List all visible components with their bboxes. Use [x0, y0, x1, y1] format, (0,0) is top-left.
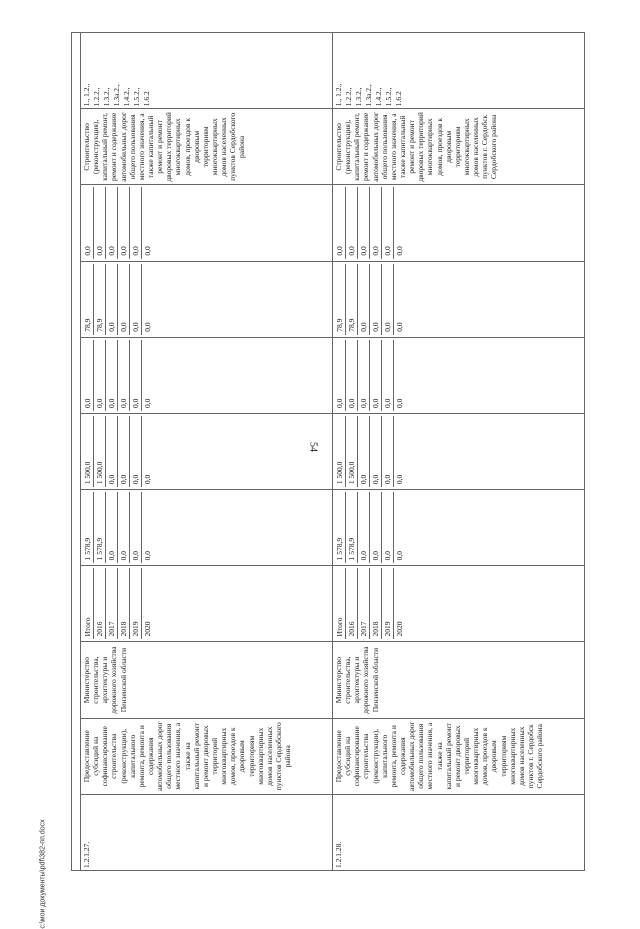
value-cell: 0,0 — [334, 187, 346, 258]
budget-column-3 — [333, 261, 585, 337]
value-cell: 0,0 — [382, 187, 394, 258]
value-cell: 0,0 — [358, 416, 370, 487]
table-row — [333, 33, 585, 871]
value-cell: 0,0 — [130, 416, 142, 487]
footer-file-path: c:\мои документы\pdf\382-пп.docx — [39, 819, 47, 929]
value-cell: 0,0 — [130, 340, 142, 411]
value-cell: 0,0 — [118, 264, 130, 335]
value-cell: 0,0 — [358, 492, 370, 563]
value-cell: 0,0 — [382, 416, 394, 487]
year-cell: 2019 — [382, 568, 394, 639]
value-cell: 0,0 — [82, 187, 94, 258]
value-cell: 0,0 — [382, 340, 394, 411]
value-cell: 0,0 — [358, 340, 370, 411]
budget-column-1 — [333, 413, 585, 489]
value-cell: 0,0 — [82, 340, 94, 411]
indicator-codes — [333, 33, 585, 109]
value-cell: 0,0 — [143, 322, 152, 332]
value-cell: 78,9 — [334, 264, 346, 335]
year-cell: 2020 — [395, 621, 404, 637]
row-number: 1.2.1.28. — [333, 794, 585, 870]
responsible-ministry: Министерство строительства, архитектуры и дорожного хозяйства Пензенской области — [81, 642, 333, 718]
code-line: 1., 1.2., — [334, 83, 343, 107]
value-cell: 0,0 — [118, 187, 130, 258]
total-column — [81, 490, 333, 566]
value-cell: 0,0 — [358, 264, 370, 335]
indicator-codes — [81, 33, 333, 109]
code-line: 1.3.2., — [354, 87, 363, 107]
value-cell: 1 500,0 — [82, 416, 94, 487]
budget-column-4 — [81, 185, 333, 261]
value-cell: 0,0 — [94, 340, 106, 411]
rotated-table-container — [71, 32, 585, 871]
value-cell: 0,0 — [94, 187, 106, 258]
value-cell: 78,9 — [82, 264, 94, 335]
budget-column-3 — [81, 261, 333, 337]
value-cell: 0,0 — [346, 340, 358, 411]
value-cell: 0,0 — [370, 416, 382, 487]
value-cell: 0,0 — [370, 187, 382, 258]
value-cell: 0,0 — [106, 340, 118, 411]
year-cell: 2016 — [346, 568, 358, 639]
table-top-spacer — [72, 33, 81, 871]
value-cell: 0,0 — [106, 416, 118, 487]
budget-column-1 — [81, 413, 333, 489]
responsible-ministry: Министерство строительства, архитектуры и дорожного хозяйства Пензенской области — [333, 642, 585, 718]
value-cell: 0,0 — [370, 492, 382, 563]
value-cell: 0,0 — [370, 264, 382, 335]
year-cell: 2016 — [94, 568, 106, 639]
row-number: 1.2.1.27. — [81, 794, 333, 870]
value-cell: 1 578,9 — [82, 492, 94, 563]
value-cell: 0,0 — [130, 492, 142, 563]
code-line: 1.2.2., — [344, 87, 353, 107]
value-cell: 1 500,0 — [94, 416, 106, 487]
value-cell: 0,0 — [370, 340, 382, 411]
value-cell: 0,0 — [106, 264, 118, 335]
code-line: 1.3а.2., — [364, 84, 373, 107]
year-cell: 2018 — [118, 568, 130, 639]
value-cell: 0,0 — [106, 187, 118, 258]
code-line: 1.4.2., — [374, 87, 383, 107]
code-line: 1.5.2., — [132, 87, 141, 107]
year-cell: Итого — [334, 568, 346, 639]
year-column — [81, 566, 333, 642]
value-cell: 1 578,9 — [334, 492, 346, 563]
budget-column-2 — [333, 337, 585, 413]
year-cell: Итого — [82, 568, 94, 639]
value-cell: 78,9 — [94, 264, 106, 335]
program-activities-table — [71, 32, 585, 871]
value-cell: 0,0 — [395, 398, 404, 408]
value-cell: 0,0 — [106, 492, 118, 563]
activity-name: Предоставление субсидий на софинансирование строительства (реконструкции), капитального ремонта, ремонта и содержания автомобильных дорог общего пользования местного значения, а также на капитальный ремонт и ремонт дворовых территорий многоквартирных домов, проездов к дворовым территориям многоквартирных домов населенных пунктов г. Сердобск Сердобского района — [333, 718, 585, 794]
value-cell: 0,0 — [382, 492, 394, 563]
value-cell: 0,0 — [395, 322, 404, 332]
value-cell: 0,0 — [334, 340, 346, 411]
value-cell: 0,0 — [395, 550, 404, 561]
year-cell: 2020 — [143, 621, 152, 637]
code-line: 1.2.2., — [92, 87, 101, 107]
value-cell: 1 500,0 — [334, 416, 346, 487]
year-cell: 2017 — [358, 568, 370, 639]
code-line: 1.4.2., — [122, 87, 131, 107]
year-cell: 2018 — [370, 568, 382, 639]
code-line: 1.3а.2., — [112, 84, 121, 107]
value-cell: 0,0 — [118, 492, 130, 563]
code-line: 1.3.2., — [102, 87, 111, 107]
year-cell: 2019 — [130, 568, 142, 639]
value-cell: 0,0 — [118, 340, 130, 411]
value-cell: 1 578,9 — [346, 492, 358, 563]
year-column — [333, 566, 585, 642]
code-line: 1.5.2., — [384, 87, 393, 107]
target-indicator: Строительство (реконструкция), капитальный ремонт, ремонт и содержание автомобильных дорог общего пользования местного значения, а также капитальный ремонт и ремонт дворовых территорий многоквартирных домов, проездов к дворовым территориям многоквартирных домов населенных пунктов Сердобского района — [81, 109, 333, 185]
value-cell: 0,0 — [143, 398, 152, 408]
target-indicator: Строительство (реконструкция), капитальный ремонт, ремонт и содержание автомобильных дорог общего пользования местного значения, а также капитальный ремонт и ремонт дворовых территорий многоквартирных домов, проездов к дворовым территориям многоквартирных домов населенных пунктов г. Сердобск Сердобского района — [333, 109, 585, 185]
code-line: 1., 1.2., — [82, 83, 91, 107]
value-cell: 0,0 — [143, 550, 152, 561]
value-cell: 0,0 — [382, 264, 394, 335]
value-cell: 78,9 — [346, 264, 358, 335]
value-cell: 0,0 — [130, 264, 142, 335]
budget-column-4 — [333, 185, 585, 261]
page-number: 54 — [307, 442, 319, 452]
value-cell: 0,0 — [130, 187, 142, 258]
value-cell: 0,0 — [395, 474, 404, 485]
value-cell: 0,0 — [346, 187, 358, 258]
budget-column-2 — [81, 337, 333, 413]
year-cell: 2017 — [106, 568, 118, 639]
table-row — [81, 33, 333, 871]
value-cell: 1 500,0 — [346, 416, 358, 487]
activity-name: Предоставление субсидий на софинансирование строительства (реконструкции), капитального ремонта, ремонта и содержания автомобильных дорог общего пользования местного значения, а также на капитальный ремонт и ремонт дворовых территорий многоквартирных домов, проездов к дворовым территориям многоквартирных домов населенных пунктов Сердобского района — [81, 718, 333, 794]
code-line: 1.6.2 — [142, 91, 151, 107]
value-cell: 0,0 — [143, 474, 152, 485]
value-cell: 0,0 — [395, 246, 404, 256]
value-cell: 0,0 — [358, 187, 370, 258]
code-line: 1.6.2 — [394, 91, 403, 107]
value-cell: 0,0 — [143, 246, 152, 256]
value-cell: 0,0 — [118, 416, 130, 487]
value-cell: 1 578,9 — [94, 492, 106, 563]
total-column — [333, 490, 585, 566]
